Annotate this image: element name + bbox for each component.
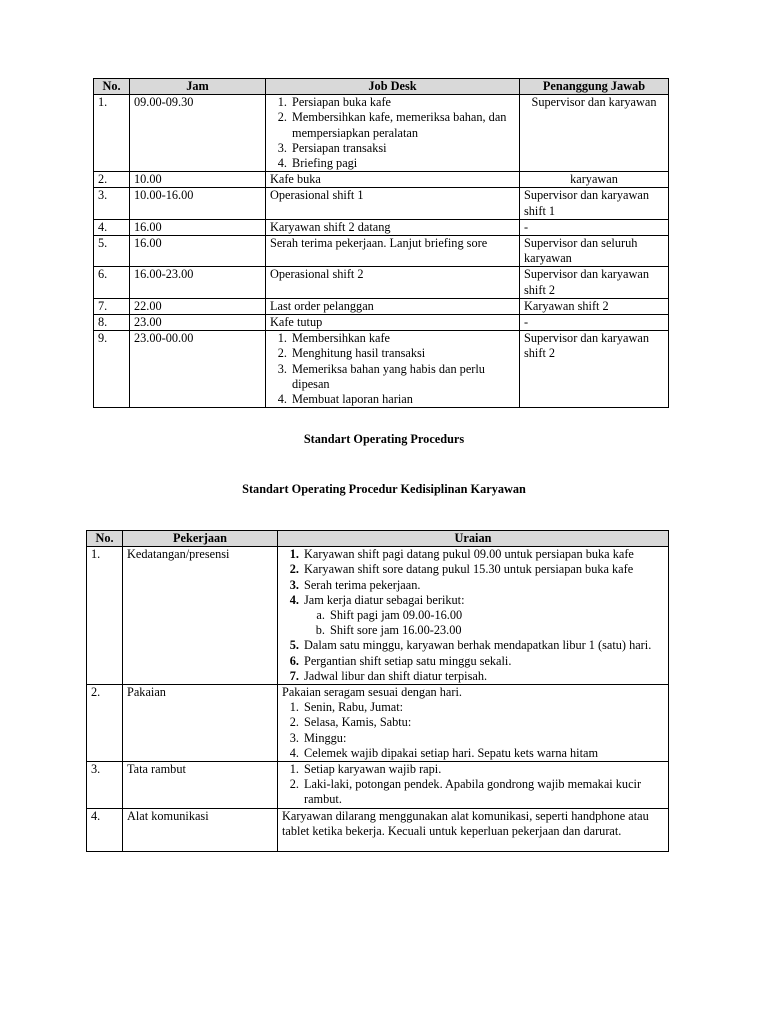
row-uraian: [278, 762, 669, 809]
section-heading: Standart Operating Procedur Kedisiplinan Karyawan: [242, 482, 526, 496]
list-item: [302, 593, 664, 639]
list-item: 2. Menghitung hasil transaksi: [290, 346, 515, 361]
row-penanggung-jawab: Karyawan shift 2: [520, 298, 669, 314]
row-penanggung-jawab: -: [520, 315, 669, 331]
row-job-desk: Kafe buka: [266, 172, 520, 188]
list-item: 3. Persiapan transaksi: [290, 141, 515, 156]
table-row: [87, 547, 669, 685]
table-row: [94, 219, 669, 235]
header-pekerjaan: Pekerjaan: [123, 531, 278, 547]
row-jam: 09.00-09.30: [130, 95, 266, 172]
table-row: [87, 762, 669, 809]
list-item: 4. Membuat laporan harian: [290, 392, 515, 407]
list-item: 2. Selasa, Kamis, Sabtu:: [302, 715, 664, 730]
row-no: 7.: [94, 298, 130, 314]
row-no: 2.: [94, 172, 130, 188]
table-row: [94, 298, 669, 314]
row-job-desk: Kafe tutup: [266, 315, 520, 331]
row-no: 4.: [87, 808, 123, 851]
row-no: 5.: [94, 236, 130, 267]
row-no: 3.: [87, 762, 123, 809]
table-row: [94, 267, 669, 298]
list-item: 3. Memeriksa bahan yang habis dan perlu dipesan: [290, 362, 515, 392]
row-no: 8.: [94, 315, 130, 331]
table-caption: Standart Operating Procedurs: [303, 432, 465, 446]
row-job-desk: Operasional shift 2: [266, 267, 520, 298]
discipline-table: [86, 530, 669, 852]
list-item: 1. Persiapan buka kafe: [290, 95, 515, 110]
list-item: 2. Karyawan shift sore datang pukul 15.30 untuk persiapan buka kafe: [302, 562, 664, 577]
row-no: 4.: [94, 219, 130, 235]
sub-list-item: b. Shift sore jam 16.00-23.00: [328, 623, 664, 638]
header-penanggung-jawab: Penanggung Jawab: [520, 79, 669, 95]
list-item: 1. Karyawan shift pagi datang pukul 09.00 untuk persiapan buka kafe: [302, 547, 664, 562]
table-row: [94, 236, 669, 267]
row-pekerjaan: Alat komunikasi: [123, 808, 278, 851]
row-no: 6.: [94, 267, 130, 298]
row-no: 1.: [87, 547, 123, 685]
list-item: 2. Membersihkan kafe, memeriksa bahan, dan mempersiapkan peralatan: [290, 110, 515, 140]
row-uraian: Karyawan dilarang menggunakan alat komunikasi, seperti handphone atau tablet ketika bekerja. Kecuali untuk keperluan pekerjaan dan darurat.: [278, 808, 669, 851]
row-penanggung-jawab: Supervisor dan karyawan shift 2: [520, 331, 669, 408]
row-penanggung-jawab: karyawan: [520, 172, 669, 188]
row-penanggung-jawab: Supervisor dan karyawan shift 2: [520, 267, 669, 298]
row-job-desk: [266, 95, 520, 172]
row-penanggung-jawab: Supervisor dan seluruh karyawan: [520, 236, 669, 267]
table-row: [87, 808, 669, 851]
header-job-desk: Job Desk: [266, 79, 520, 95]
list-item: 3. Minggu:: [302, 731, 664, 746]
header-uraian: Uraian: [278, 531, 669, 547]
sub-list: [308, 608, 664, 638]
row-pekerjaan: Pakaian: [123, 685, 278, 762]
list-item: 7. Jadwal libur dan shift diatur terpisah.: [302, 669, 664, 684]
list-item: 1. Senin, Rabu, Jumat:: [302, 700, 664, 715]
list-item-text: Jam kerja diatur sebagai berikut:: [304, 592, 465, 607]
table-row: [87, 685, 669, 762]
row-penanggung-jawab: Supervisor dan karyawan: [520, 95, 669, 172]
row-no: 3.: [94, 188, 130, 219]
row-job-desk: Karyawan shift 2 datang: [266, 219, 520, 235]
row-job-desk: Serah terima pekerjaan. Lanjut briefing sore: [266, 236, 520, 267]
list-item: 5. Dalam satu minggu, karyawan berhak mendapatkan libur 1 (satu) hari.: [302, 638, 664, 653]
sub-list-item: a. Shift pagi jam 09.00-16.00: [328, 608, 664, 623]
job-desk-list: [270, 95, 515, 171]
list-item: 6. Pergantian shift setiap satu minggu sekali.: [302, 654, 664, 669]
row-pekerjaan: Kedatangan/presensi: [123, 547, 278, 685]
list-item: 1. Setiap karyawan wajib rapi.: [302, 762, 664, 777]
header-jam: Jam: [130, 79, 266, 95]
table-header-row: [87, 531, 669, 547]
table-row: [94, 315, 669, 331]
row-job-desk: Last order pelanggan: [266, 298, 520, 314]
table-row: [94, 188, 669, 219]
row-jam: 23.00: [130, 315, 266, 331]
job-desk-list: [270, 331, 515, 407]
row-uraian: [278, 685, 669, 762]
table-row: [94, 331, 669, 408]
list-item: 4. Briefing pagi: [290, 156, 515, 171]
row-pekerjaan: Tata rambut: [123, 762, 278, 809]
list-item: 2. Laki-laki, potongan pendek. Apabila gondrong wajib memakai kucir rambut.: [302, 777, 664, 807]
row-uraian: [278, 547, 669, 685]
header-no: No.: [94, 79, 130, 95]
uraian-list: [282, 547, 664, 684]
row-penanggung-jawab: -: [520, 219, 669, 235]
list-item: 3. Serah terima pekerjaan.: [302, 578, 664, 593]
row-job-desk: [266, 331, 520, 408]
row-no: 2.: [87, 685, 123, 762]
uraian-list: [282, 700, 664, 761]
list-item: 4. Celemek wajib dipakai setiap hari. Sepatu kets warna hitam: [302, 746, 664, 761]
list-item: 1. Membersihkan kafe: [290, 331, 515, 346]
row-jam: 10.00-16.00: [130, 188, 266, 219]
row-no: 1.: [94, 95, 130, 172]
table-row: [94, 172, 669, 188]
schedule-table: [93, 78, 669, 408]
uraian-list: [282, 762, 664, 808]
row-jam: 16.00: [130, 236, 266, 267]
uraian-intro: Pakaian seragam sesuai dengan hari.: [282, 685, 462, 700]
header-no: No.: [87, 531, 123, 547]
row-jam: 16.00-23.00: [130, 267, 266, 298]
row-no: 9.: [94, 331, 130, 408]
table-header-row: [94, 79, 669, 95]
row-jam: 22.00: [130, 298, 266, 314]
row-jam: 23.00-00.00: [130, 331, 266, 408]
row-job-desk: Operasional shift 1: [266, 188, 520, 219]
row-penanggung-jawab: Supervisor dan karyawan shift 1: [520, 188, 669, 219]
row-jam: 16.00: [130, 219, 266, 235]
table-row: [94, 95, 669, 172]
row-jam: 10.00: [130, 172, 266, 188]
